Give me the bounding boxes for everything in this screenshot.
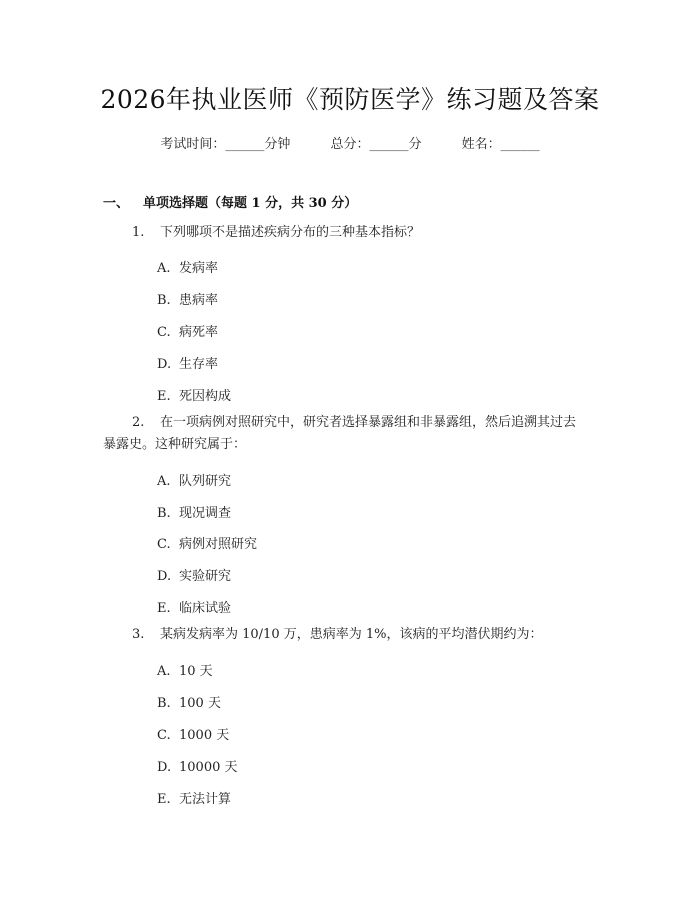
exam-time-label: 考试时间： <box>160 137 226 152</box>
option-text: 实验研究 <box>179 569 232 584</box>
question-2-option-c <box>157 533 257 552</box>
question-number: 1. <box>132 225 145 240</box>
question-1-stem <box>132 222 420 244</box>
exam-time-unit: 分钟 <box>264 137 291 152</box>
question-2-option-b <box>157 502 231 521</box>
question-text: 下列哪项不是描述疾病分布的三种基本指标？ <box>160 225 421 240</box>
option-text: 病死率 <box>179 325 219 340</box>
option-letter: B. <box>157 293 171 308</box>
exam-time-field <box>160 133 290 152</box>
option-text: 10000 天 <box>179 760 238 775</box>
option-letter: D. <box>157 569 172 584</box>
question-3-option-d <box>157 756 238 775</box>
total-score-field <box>330 133 421 152</box>
option-letter: D. <box>157 357 172 372</box>
option-letter: C. <box>157 537 171 552</box>
option-letter: E. <box>157 792 171 807</box>
option-text: 10 天 <box>179 664 213 679</box>
question-1-option-d <box>157 353 218 372</box>
option-text: 临床试验 <box>179 601 232 616</box>
option-letter: E. <box>157 601 171 616</box>
option-letter: B. <box>157 696 171 711</box>
question-number: 2. <box>132 415 145 430</box>
question-1-option-b <box>157 289 218 308</box>
question-3-option-a <box>157 660 213 679</box>
option-text: 1000 天 <box>179 728 230 743</box>
question-text: 某病发病率为 10/10 万，患病率为 1%，该病的平均潜伏期约为： <box>160 627 543 642</box>
option-letter: C. <box>157 728 171 743</box>
option-letter: B. <box>157 506 171 521</box>
total-score-label: 总分： <box>330 137 370 152</box>
question-2-option-e <box>157 597 231 616</box>
question-3-stem <box>132 624 543 646</box>
option-text: 死因构成 <box>179 389 232 404</box>
section-title: 单项选择题（每题 1 分，共 30 分） <box>143 196 358 211</box>
option-text: 发病率 <box>179 261 219 276</box>
option-letter: C. <box>157 325 171 340</box>
option-text: 现况调查 <box>179 506 232 521</box>
document-title: 2026年执业医师《预防医学》练习题及答案 <box>100 85 600 114</box>
section-number: 一、 <box>103 196 130 211</box>
option-text: 队列研究 <box>179 474 232 489</box>
question-3-option-b <box>157 692 221 711</box>
question-2-option-d <box>157 565 231 584</box>
exam-meta <box>0 133 700 152</box>
question-1-option-c <box>157 321 218 340</box>
question-2-stem <box>132 412 576 434</box>
option-text: 无法计算 <box>179 792 232 807</box>
option-text: 100 天 <box>179 696 221 711</box>
question-1-option-e <box>157 385 231 404</box>
question-3-option-c <box>157 724 229 743</box>
name-blank: ______ <box>500 137 540 152</box>
total-score-unit: 分 <box>408 137 422 152</box>
question-2-stem-continuation: 暴露史。这种研究属于： <box>103 437 247 452</box>
question-1-option-a <box>157 257 218 276</box>
total-score-blank: ______ <box>369 137 409 152</box>
section-heading <box>103 192 357 211</box>
name-label: 姓名： <box>461 137 501 152</box>
option-letter: A. <box>157 664 171 679</box>
exam-time-blank: ______ <box>225 137 265 152</box>
option-text: 病例对照研究 <box>179 537 258 552</box>
option-text: 生存率 <box>179 357 219 372</box>
name-field <box>462 133 540 152</box>
option-text: 患病率 <box>179 293 219 308</box>
option-letter: A. <box>157 474 171 489</box>
question-2-option-a <box>157 470 231 489</box>
option-letter: D. <box>157 760 172 775</box>
option-letter: E. <box>157 389 171 404</box>
option-letter: A. <box>157 261 171 276</box>
question-3-option-e <box>157 788 231 807</box>
question-text: 在一项病例对照研究中，研究者选择暴露组和非暴露组，然后追溯其过去 <box>160 415 577 430</box>
question-number: 3. <box>132 627 145 642</box>
